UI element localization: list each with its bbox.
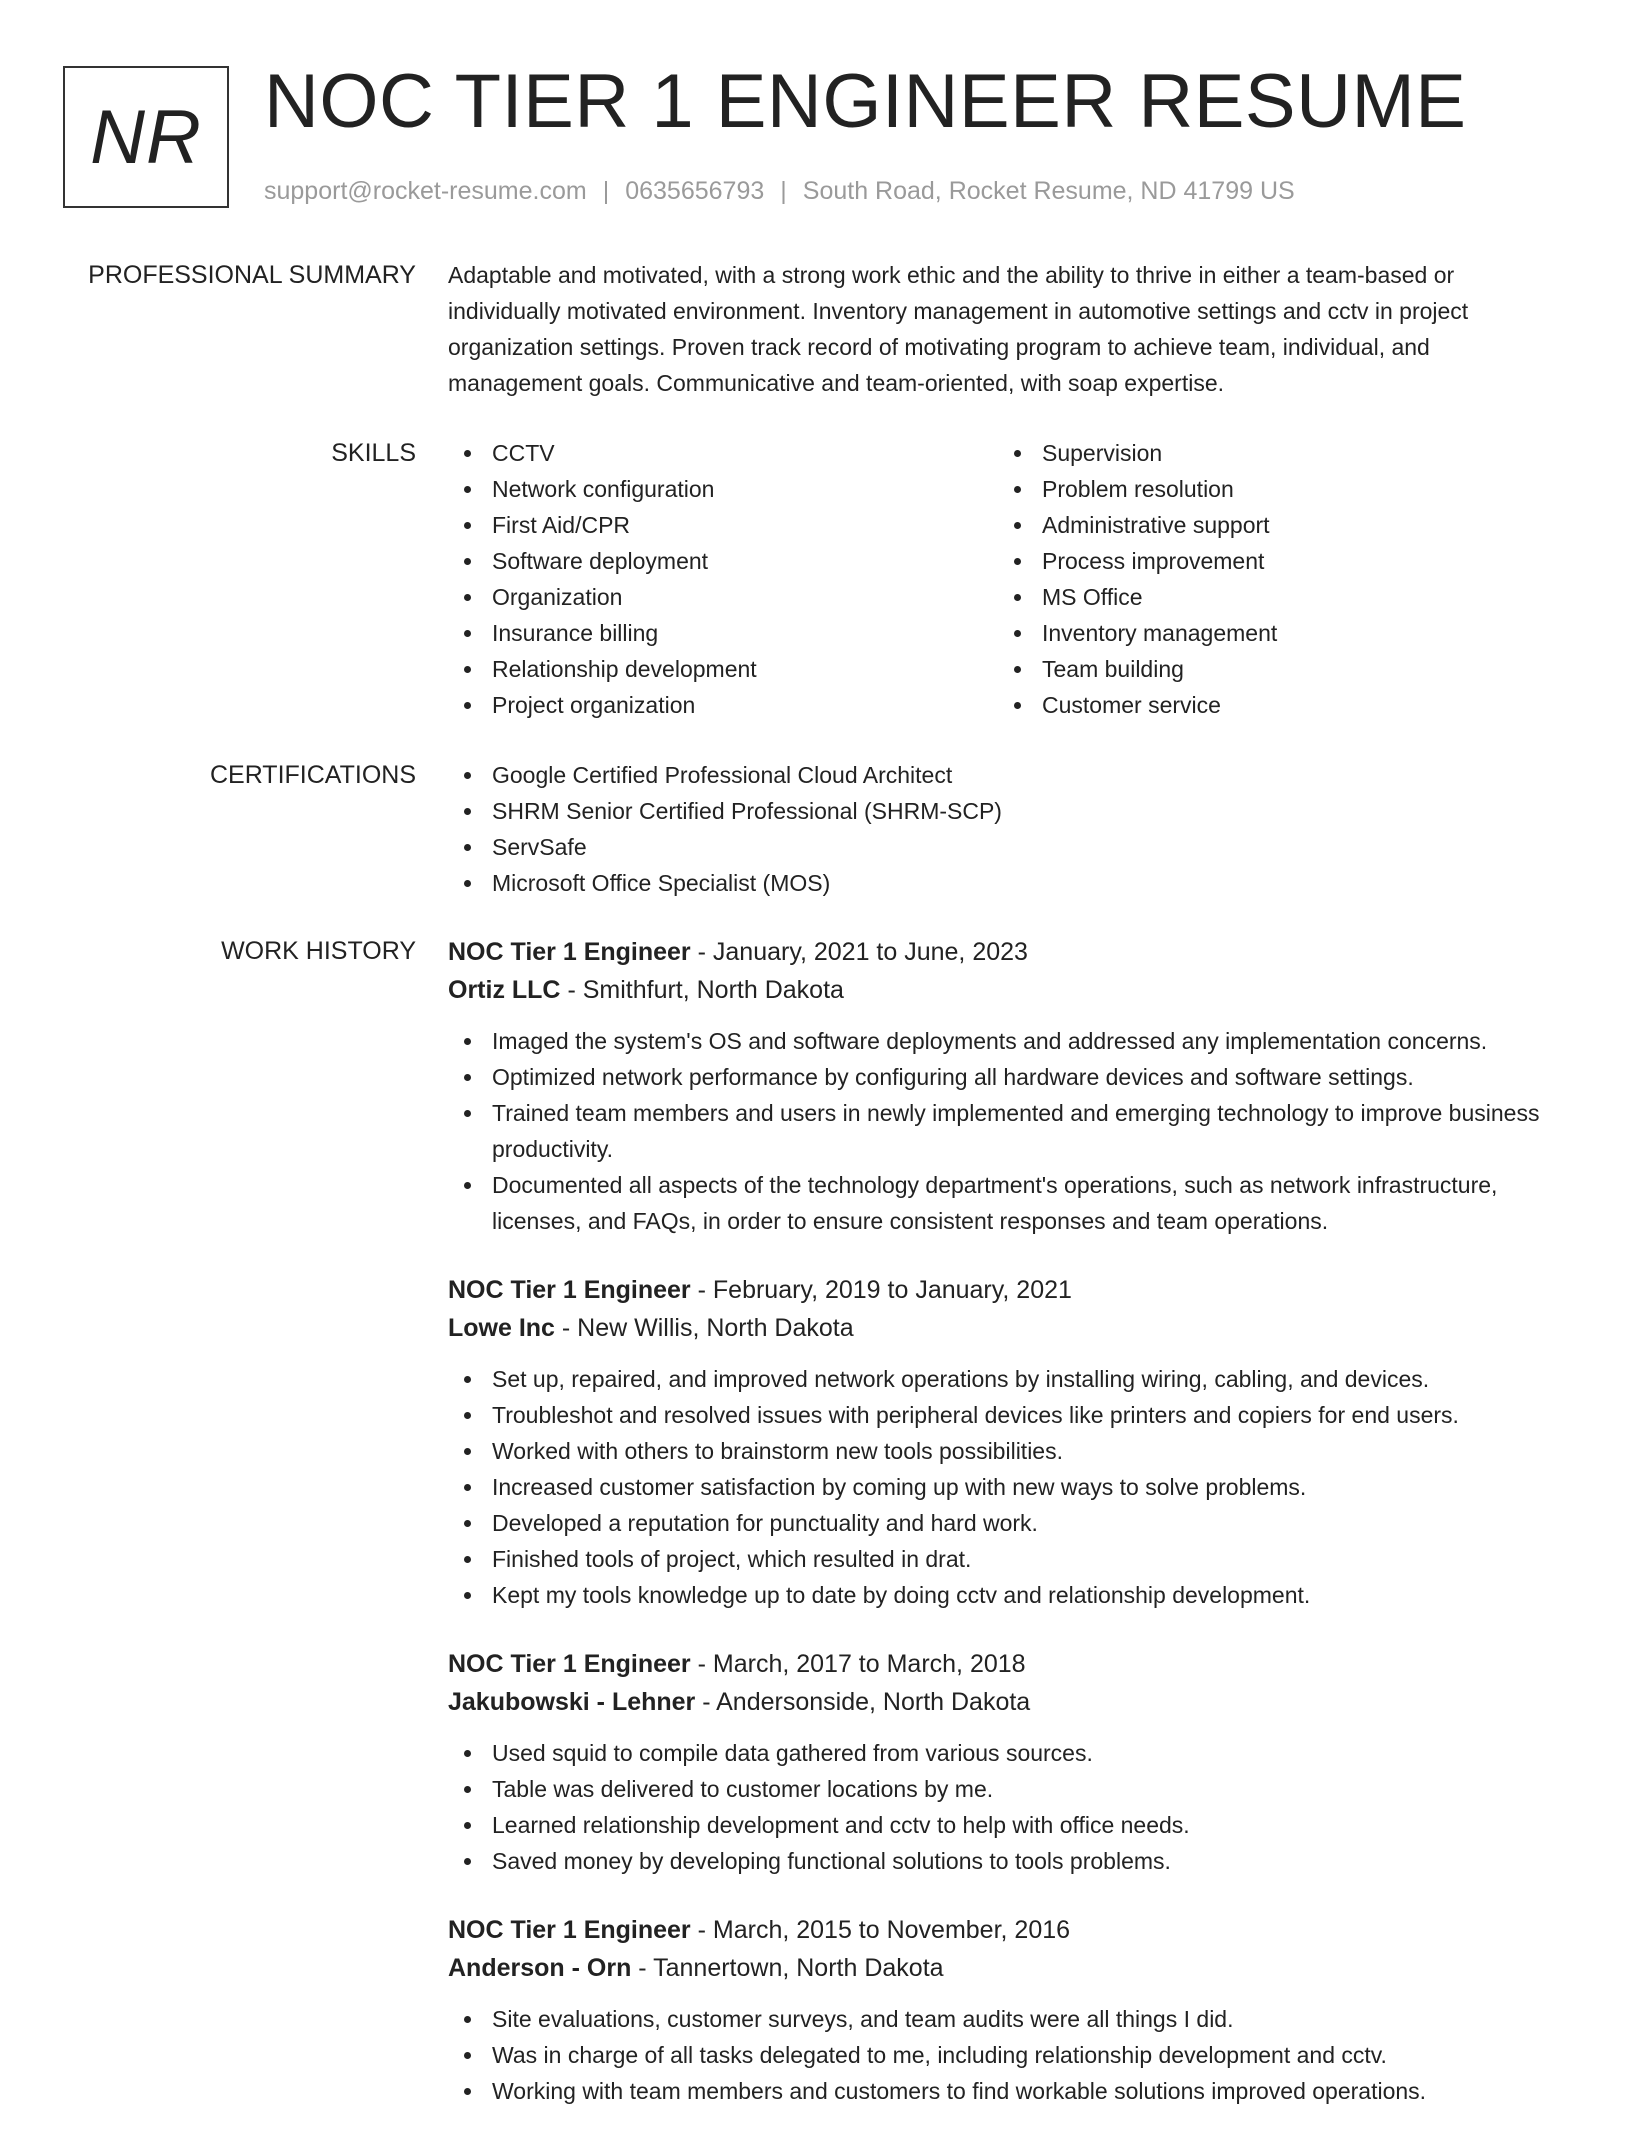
skill-item: Project organization — [448, 687, 998, 723]
certification-item: Google Certified Professional Cloud Architect — [448, 757, 1568, 793]
contact-phone: 0635656793 — [625, 177, 765, 205]
skill-item: Team building — [998, 651, 1548, 687]
job-duty-item: Table was delivered to customer locations by me. — [448, 1771, 1568, 1807]
contact-email: support@rocket-resume.com — [264, 177, 587, 205]
job-duty-item: Worked with others to brainstorm new tools possibilities. — [448, 1433, 1568, 1469]
job-title-line — [448, 1271, 1568, 1309]
work-history-body — [448, 933, 1568, 2141]
job-duty-item: Set up, repaired, and improved network operations by installing wiring, cabling, and devices. — [448, 1361, 1568, 1397]
job-duties — [448, 1361, 1568, 1613]
skills-list-right — [998, 435, 1548, 723]
contact-line — [264, 174, 1295, 208]
contact-separator: | — [780, 177, 787, 205]
job-duty-item: Imaged the system's OS and software deployments and addressed any implementation concerns. — [448, 1023, 1568, 1059]
contact-separator: | — [602, 177, 610, 205]
section-heading-work-history: WORK HISTORY — [221, 937, 416, 965]
summary-body — [448, 257, 1568, 401]
job-duty-item: Troubleshot and resolved issues with peripheral devices like printers and copiers for end users. — [448, 1397, 1568, 1433]
job-company: Ortiz LLC — [448, 976, 561, 1004]
skill-item: Insurance billing — [448, 615, 998, 651]
job-entry — [448, 1645, 1568, 1879]
skill-item: Software deployment — [448, 543, 998, 579]
certifications-body — [448, 757, 1568, 901]
job-duty-item: Kept my tools knowledge up to date by doing cctv and relationship development. — [448, 1577, 1568, 1613]
job-entry — [448, 933, 1568, 1239]
job-duty-item: Saved money by developing functional solutions to tools problems. — [448, 1843, 1568, 1879]
job-duty-item: Finished tools of project, which resulted in drat. — [448, 1541, 1568, 1577]
certification-item: Microsoft Office Specialist (MOS) — [448, 865, 1568, 901]
job-title-line — [448, 933, 1568, 971]
job-title-line — [448, 1911, 1568, 1949]
job-duties — [448, 1023, 1568, 1239]
job-duty-item: Increased customer satisfaction by coming up with new ways to solve problems. — [448, 1469, 1568, 1505]
certification-item: ServSafe — [448, 829, 1568, 865]
monogram-logo — [63, 66, 229, 208]
skill-item: Customer service — [998, 687, 1548, 723]
job-title: NOC Tier 1 Engineer — [448, 938, 691, 966]
job-duty-item: Site evaluations, customer surveys, and team audits were all things I did. — [448, 2001, 1568, 2037]
job-company: Anderson - Orn — [448, 1954, 632, 1982]
job-entry — [448, 1271, 1568, 1613]
job-duty-item: Was in charge of all tasks delegated to me, including relationship development and cctv. — [448, 2037, 1568, 2073]
monogram-initials: NR — [90, 94, 202, 180]
certifications-list — [448, 757, 1568, 901]
section-heading-skills: SKILLS — [331, 439, 416, 467]
section-heading-summary: PROFESSIONAL SUMMARY — [88, 261, 416, 289]
job-duty-item: Trained team members and users in newly implemented and emerging technology to improve business productivity. — [448, 1095, 1568, 1167]
job-duty-item: Learned relationship development and cctv to help with office needs. — [448, 1807, 1568, 1843]
summary-text: Adaptable and motivated, with a strong work ethic and the ability to thrive in either a team-based or individually motivated environment. Inventory management in automotive settings and cctv in project organization settings. Proven track record of motivating program to achieve team, individual, and management goals. Communicative and team-oriented, with soap expertise. — [448, 262, 1469, 396]
resume-title: NOC TIER 1 ENGINEER RESUME — [264, 59, 1467, 144]
section-heading-certifications: CERTIFICATIONS — [209, 761, 416, 789]
job-location: - New Willis, North Dakota — [554, 1314, 854, 1342]
skill-item: Network configuration — [448, 471, 998, 507]
skill-item: Administrative support — [998, 507, 1548, 543]
job-title: NOC Tier 1 Engineer — [448, 1916, 691, 1944]
job-company: Jakubowski - Lehner — [448, 1688, 696, 1716]
skill-item: Process improvement — [998, 543, 1548, 579]
skills-body — [448, 435, 1568, 723]
job-title: NOC Tier 1 Engineer — [448, 1276, 691, 1304]
skill-item: Problem resolution — [998, 471, 1548, 507]
job-dates: - February, 2019 to January, 2021 — [690, 1276, 1072, 1304]
job-company-line — [448, 971, 1568, 1009]
job-duty-item: Optimized network performance by configuring all hardware devices and software settings. — [448, 1059, 1568, 1095]
job-duties — [448, 2001, 1568, 2109]
job-duty-item: Developed a reputation for punctuality and hard work. — [448, 1505, 1568, 1541]
skills-list-left — [448, 435, 998, 723]
job-dates: - January, 2021 to June, 2023 — [690, 938, 1028, 966]
job-duty-item: Working with team members and customers to find workable solutions improved operations. — [448, 2073, 1568, 2109]
job-title-line — [448, 1645, 1568, 1683]
job-company: Lowe Inc — [448, 1314, 555, 1342]
job-dates: - March, 2017 to March, 2018 — [690, 1650, 1026, 1678]
job-company-line — [448, 1949, 1568, 1987]
skill-item: MS Office — [998, 579, 1548, 615]
job-company-line — [448, 1309, 1568, 1347]
skill-item: Relationship development — [448, 651, 998, 687]
job-location: - Andersonside, North Dakota — [695, 1688, 1031, 1716]
job-duties — [448, 1735, 1568, 1879]
job-duty-item: Documented all aspects of the technology department's operations, such as network infrastructure, licenses, and FAQs, in order to ensure consistent responses and team operations. — [448, 1167, 1568, 1239]
job-location: - Smithfurt, North Dakota — [560, 976, 844, 1004]
job-location: - Tannertown, North Dakota — [631, 1954, 944, 1982]
job-title: NOC Tier 1 Engineer — [448, 1650, 691, 1678]
job-dates: - March, 2015 to November, 2016 — [690, 1916, 1071, 1944]
skill-item: CCTV — [448, 435, 998, 471]
job-duty-item: Used squid to compile data gathered from various sources. — [448, 1735, 1568, 1771]
certification-item: SHRM Senior Certified Professional (SHRM-SCP) — [448, 793, 1568, 829]
skill-item: First Aid/CPR — [448, 507, 998, 543]
job-company-line — [448, 1683, 1568, 1721]
skill-item: Inventory management — [998, 615, 1548, 651]
job-entry — [448, 1911, 1568, 2109]
skill-item: Supervision — [998, 435, 1548, 471]
skill-item: Organization — [448, 579, 998, 615]
contact-address: South Road, Rocket Resume, ND 41799 US — [802, 177, 1295, 205]
